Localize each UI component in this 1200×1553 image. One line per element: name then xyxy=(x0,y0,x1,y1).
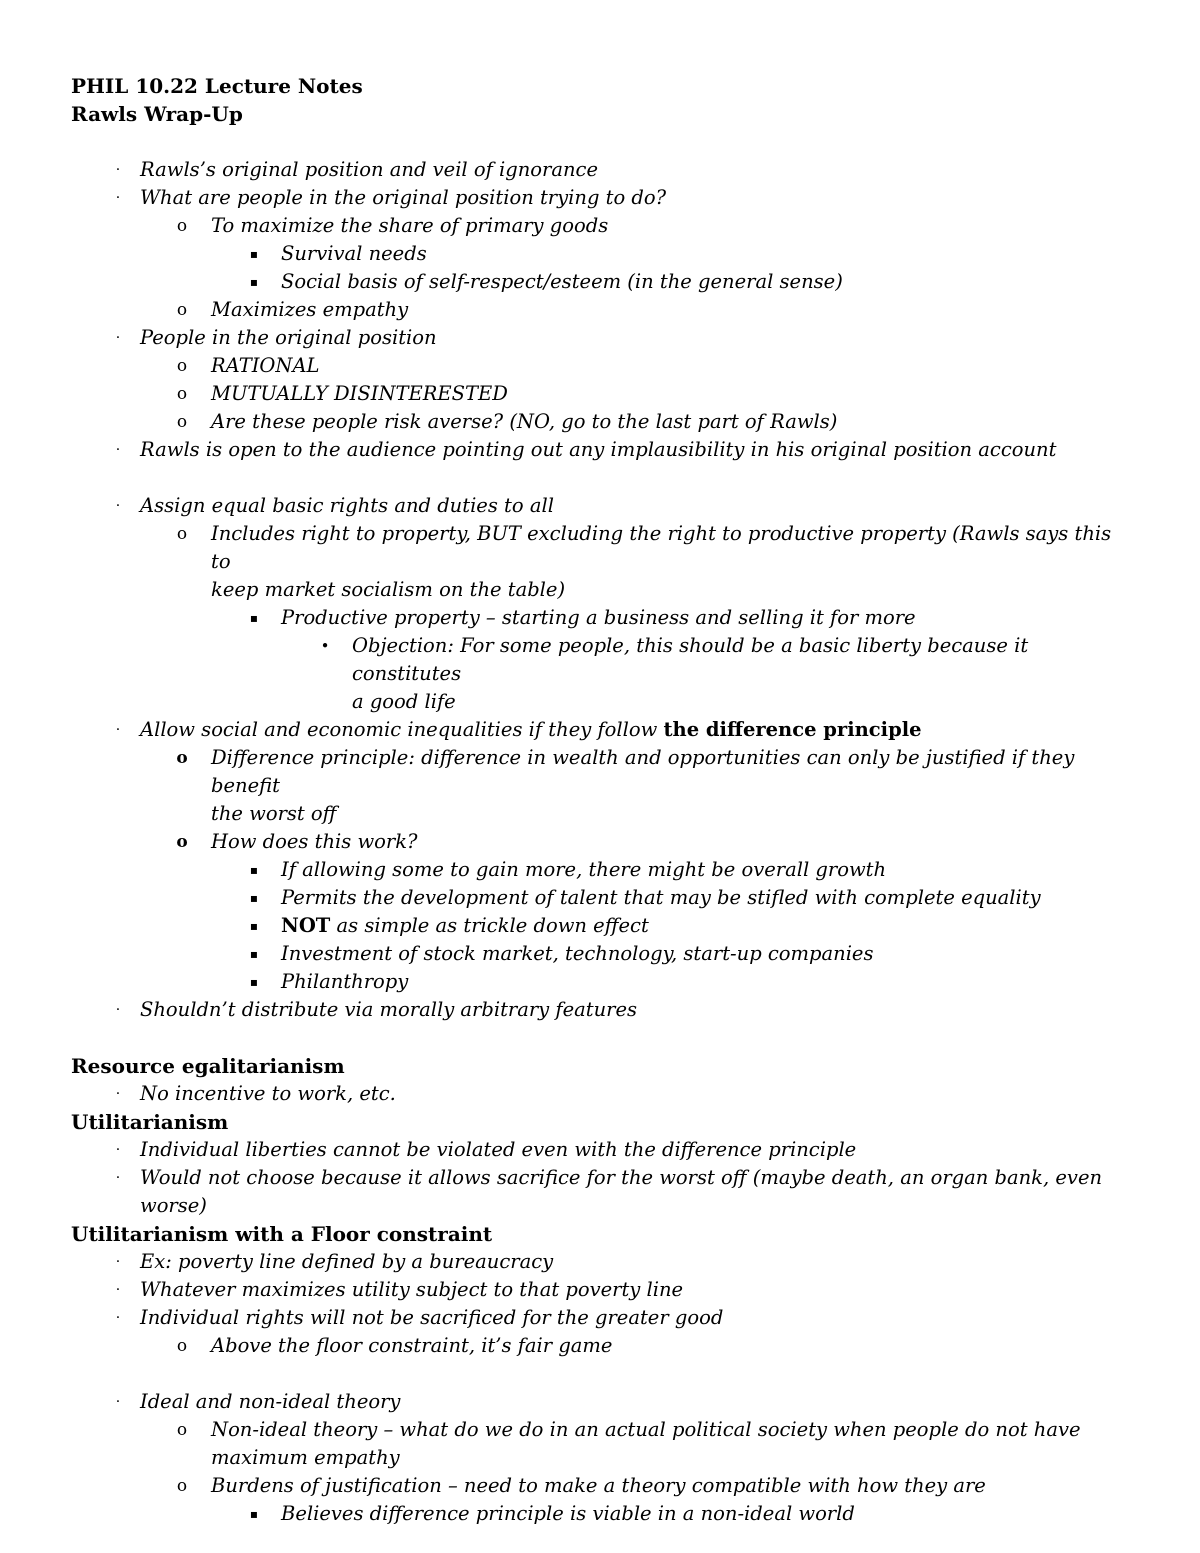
list-item: o Includes right to property, BUT excluding the right to productive property (Rawls says this to xyxy=(176,522,1112,573)
section-heading: Resource egalitarianism xyxy=(71,1054,345,1078)
bullet-square-icon: ▪ xyxy=(249,891,259,905)
bullet-circle-icon: o xyxy=(176,524,188,544)
list-item: o Non-ideal theory – what do we do in an actual political society when people do not have xyxy=(71,1416,1131,1444)
list-item: · What are people in the original position trying to do? xyxy=(71,184,1131,212)
list-item-continuation: the worst off xyxy=(211,802,337,825)
list-item: · Ideal and non-ideal theory xyxy=(71,1388,1131,1416)
page-subtitle: Rawls Wrap-Up xyxy=(71,102,243,126)
bullet-square-icon: ▪ xyxy=(249,275,259,289)
list-item: ▪ If allowing some to gain more, there might be overall growth xyxy=(71,856,1131,884)
list-item: ▪ Investment of stock market, technology, start-up companies xyxy=(71,940,1131,968)
list-item: ▪ NOT as simple as trickle down effect xyxy=(71,912,1131,940)
bullet-circle-icon: o xyxy=(176,1336,188,1356)
bullet-circle-icon: o xyxy=(176,356,188,376)
list-item: · Rawls’s original position and veil of ignorance xyxy=(71,156,1131,184)
list-item: ▪ Philanthropy xyxy=(71,968,1131,996)
list-item: o Maximizes empathy xyxy=(71,296,1131,324)
list-item: · Ex: poverty line defined by a bureaucracy xyxy=(71,1248,1131,1276)
section-heading: Utilitarianism xyxy=(71,1110,229,1134)
list-item: ▪ Productive property – starting a business and selling it for more xyxy=(71,604,1131,632)
bullet-round-icon: • xyxy=(320,637,330,655)
bullet-dot-icon: · xyxy=(115,1254,121,1270)
list-item: o Are these people risk averse? (NO, go to the last part of Rawls) xyxy=(71,408,1131,436)
bullet-dot-icon: · xyxy=(115,722,121,738)
list-item: · Rawls is open to the audience pointing out any implausibility in his original position account xyxy=(71,436,1131,464)
list-item: · Allow social and economic inequalities if they follow the difference principle xyxy=(71,716,1131,744)
list-item-continuation: worse) xyxy=(140,1194,207,1217)
list-item: ▪ Believes difference principle is viable in a non-ideal world xyxy=(71,1500,1131,1528)
list-item: o MUTUALLY DISINTERESTED xyxy=(71,380,1131,408)
list-item: · Shouldn’t distribute via morally arbitrary features xyxy=(71,996,1131,1024)
page-title: PHIL 10.22 Lecture Notes xyxy=(71,74,363,98)
list-item: · No incentive to work, etc. xyxy=(71,1080,1131,1108)
emphasis-text: NOT xyxy=(281,914,331,937)
list-item: · Would not choose because it allows sacrifice for the worst off (maybe death, an organ bank, even xyxy=(71,1164,1131,1192)
bullet-square-icon: ▪ xyxy=(249,919,259,933)
bullet-square-icon: ▪ xyxy=(249,975,259,989)
bullet-dot-icon: · xyxy=(115,190,121,206)
bullet-dot-icon: · xyxy=(115,162,121,178)
bullet-circle-icon: o xyxy=(176,748,188,768)
document-page xyxy=(71,72,1131,1528)
list-item: o To maximize the share of primary goods xyxy=(71,212,1131,240)
list-item: · Individual liberties cannot be violated even with the difference principle xyxy=(71,1136,1131,1164)
list-item: ▪ Survival needs xyxy=(71,240,1131,268)
bullet-dot-icon: · xyxy=(115,1394,121,1410)
bullet-circle-icon: o xyxy=(176,832,188,852)
list-item: · Individual rights will not be sacrificed for the greater good xyxy=(71,1304,1131,1332)
bullet-dot-icon: · xyxy=(115,1002,121,1018)
list-item: o Above the floor constraint, it’s fair game xyxy=(71,1332,1131,1360)
bullet-circle-icon: o xyxy=(176,300,188,320)
bullet-dot-icon: · xyxy=(115,1310,121,1326)
list-item: · Whatever maximizes utility subject to that poverty line xyxy=(71,1276,1131,1304)
bullet-circle-icon: o xyxy=(176,384,188,404)
bullet-dot-icon: · xyxy=(115,442,121,458)
list-item: · People in the original position xyxy=(71,324,1131,352)
list-item: ▪ Permits the development of talent that may be stifled with complete equality xyxy=(71,884,1131,912)
list-item-continuation: maximum empathy xyxy=(211,1446,400,1469)
bullet-square-icon: ▪ xyxy=(249,863,259,877)
section-heading: Utilitarianism with a Floor constraint xyxy=(71,1222,493,1246)
list-item: • Objection: For some people, this should be a basic liberty because it constitutes xyxy=(71,632,1131,688)
list-item: o How does this work? xyxy=(71,828,1131,856)
bullet-dot-icon: · xyxy=(115,1142,121,1158)
bullet-square-icon: ▪ xyxy=(249,947,259,961)
bullet-circle-icon: o xyxy=(176,1420,188,1440)
bullet-square-icon: ▪ xyxy=(249,247,259,261)
bullet-dot-icon: · xyxy=(115,1282,121,1298)
bullet-dot-icon: · xyxy=(115,330,121,346)
bullet-dot-icon: · xyxy=(115,498,121,514)
bullet-square-icon: ▪ xyxy=(249,1507,259,1521)
bullet-circle-icon: o xyxy=(176,216,188,236)
list-item-continuation: keep market socialism on the table) xyxy=(211,578,566,601)
bullet-dot-icon: · xyxy=(115,1086,121,1102)
emphasis-text: the difference principle xyxy=(663,718,922,741)
list-item: ▪ Social basis of self-respect/esteem (in the general sense) xyxy=(71,268,1131,296)
bullet-circle-icon: o xyxy=(176,1476,188,1496)
list-item-continuation: a good life xyxy=(352,690,456,713)
list-item: · Assign equal basic rights and duties to all xyxy=(71,492,1131,520)
list-item: o RATIONAL xyxy=(71,352,1131,380)
list-item: o Burdens of justification – need to make a theory compatible with how they are xyxy=(71,1472,1131,1500)
bullet-square-icon: ▪ xyxy=(249,611,259,625)
bullet-circle-icon: o xyxy=(176,412,188,432)
bullet-dot-icon: · xyxy=(115,1170,121,1186)
list-item: o Difference principle: difference in wealth and opportunities can only be justified if they benefit xyxy=(176,746,1075,797)
